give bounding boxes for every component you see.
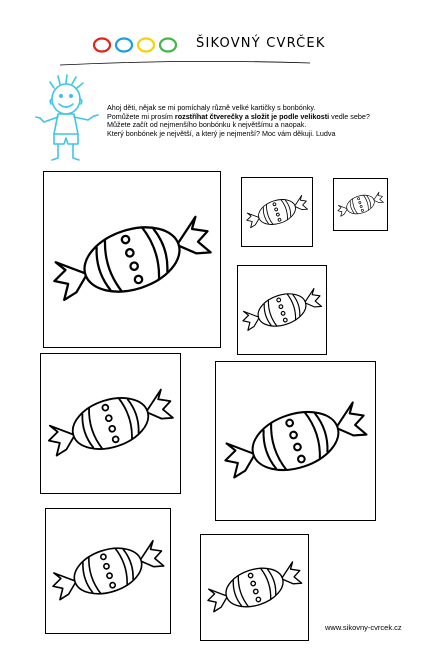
candy-icon <box>216 362 375 520</box>
logo-circles-icon <box>92 34 192 56</box>
candy-icon <box>334 179 387 230</box>
candy-icon <box>41 354 180 493</box>
intro-line-4: Který bonbónek je největší, a který je nejmenší? Moc vám děkuji. Ludva <box>107 129 336 139</box>
candy-card-3 <box>333 178 388 231</box>
intro-line-2: Pomůžete mi prosím rozstříhat čtverečky a složit je podle velikosti vedle sebe? <box>107 111 370 121</box>
candy-card-7 <box>45 508 171 634</box>
candy-icon <box>201 535 308 640</box>
cricket-boy-icon <box>32 72 102 164</box>
logo-text: ŠIKOVNÝ CVRČEK <box>196 36 326 51</box>
logo <box>92 30 352 60</box>
divider-line <box>60 60 310 66</box>
candy-card-8 <box>200 534 309 641</box>
intro-text <box>107 104 437 139</box>
candy-icon <box>44 172 220 347</box>
candy-card-4 <box>237 265 327 355</box>
intro-line-3: Můžete začít od nejmenšího bonbónku k největšímu a naopak. <box>107 120 307 130</box>
candy-card-1 <box>43 171 221 348</box>
candy-card-2 <box>241 177 313 247</box>
candy-card-6 <box>215 361 376 521</box>
candy-icon <box>238 266 326 354</box>
candy-icon <box>46 509 170 633</box>
candy-icon <box>242 178 312 246</box>
intro-line-1: Ahoj děti, nějak se mi pomíchaly různě velké kartičky s bonbónky. <box>107 103 316 112</box>
footer-url: www.sikovny-cvrcek.cz <box>325 623 402 632</box>
candy-card-5 <box>40 353 181 494</box>
